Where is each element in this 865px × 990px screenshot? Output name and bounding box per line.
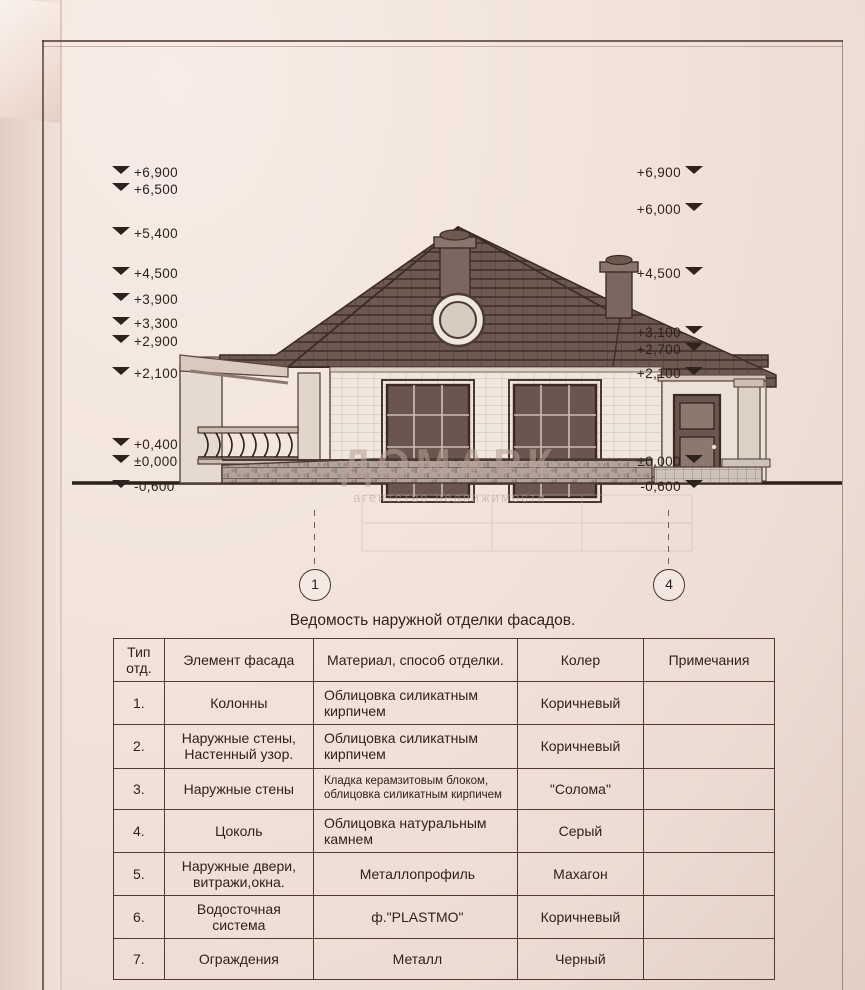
level-arrow-icon — [112, 166, 130, 174]
level-arrow-icon — [112, 317, 130, 325]
drawing-frame-top-secondary — [42, 46, 843, 47]
level-arrow-icon — [685, 326, 703, 334]
table-title: Ведомость наружной отделки фасадов. — [289, 612, 576, 629]
level-arrow-icon — [112, 367, 130, 375]
cell-note — [644, 682, 775, 725]
axis-mark-4: 4 — [653, 569, 685, 601]
cell-note — [644, 852, 775, 895]
level-value: -0,600 — [640, 479, 681, 494]
level-value: +5,400 — [134, 226, 179, 241]
paper-curl — [0, 0, 60, 123]
level-value: ±0,000 — [134, 454, 178, 469]
facade-elevation-drawing — [62, 55, 852, 600]
level-value: +6,900 — [134, 165, 179, 180]
cell-element: Наружные двери, витражи,окна. — [164, 852, 313, 895]
level-value: +2,100 — [134, 366, 179, 381]
cell-type: 6. — [114, 895, 165, 938]
cell-type: 1. — [114, 682, 165, 725]
level-arrow-icon — [112, 267, 130, 275]
header-element: Элемент фасада — [164, 639, 313, 682]
level-arrow-icon — [685, 203, 703, 211]
header-note: Примечания — [644, 639, 775, 682]
cell-note — [644, 895, 775, 938]
cell-element: Цоколь — [164, 809, 313, 852]
level-arrow-icon — [112, 227, 130, 235]
level-value: +4,500 — [636, 266, 681, 281]
level-value: +2,100 — [636, 366, 681, 381]
table-row — [114, 939, 775, 980]
level-arrow-icon — [112, 438, 130, 446]
table-row — [114, 895, 775, 938]
cell-material: Облицовка силикатным кирпичем — [313, 682, 517, 725]
cell-color: Черный — [517, 939, 643, 980]
cell-element: Наружные стены, Настенный узор. — [164, 725, 313, 768]
cell-type: 3. — [114, 768, 165, 809]
level-value: +0,400 — [134, 437, 179, 452]
level-arrow-icon — [685, 343, 703, 351]
table-row — [114, 852, 775, 895]
cell-note — [644, 768, 775, 809]
level-arrow-icon — [685, 480, 703, 488]
cell-color: Махагон — [517, 852, 643, 895]
level-arrow-icon — [112, 480, 130, 488]
axis-leader-line-4 — [668, 510, 669, 568]
cell-note — [644, 809, 775, 852]
level-value: +6,900 — [636, 165, 681, 180]
level-value: +2,900 — [134, 334, 179, 349]
watermark-title: ДОМАРК — [341, 440, 559, 487]
level-arrow-icon — [112, 335, 130, 343]
cell-color: Коричневый — [517, 682, 643, 725]
axis-mark-1: 1 — [299, 569, 331, 601]
level-value: +3,300 — [134, 316, 179, 331]
cell-material: Металлопрофиль — [313, 852, 517, 895]
cell-material: Кладка керамзитовым блоком, облицовка силикатным кирпичем — [313, 768, 517, 809]
cell-element: Колонны — [164, 682, 313, 725]
level-arrow-icon — [685, 267, 703, 275]
cell-element: Водосточная система — [164, 895, 313, 938]
cell-type: 4. — [114, 809, 165, 852]
facade-finishes-table — [113, 638, 775, 980]
level-value: +6,000 — [636, 202, 681, 217]
cell-element: Ограждения — [164, 939, 313, 980]
cell-material: Металл — [313, 939, 517, 980]
header-material: Материал, способ отделки. — [313, 639, 517, 682]
level-arrow-icon — [112, 455, 130, 463]
level-arrow-icon — [112, 293, 130, 301]
table-row — [114, 725, 775, 768]
drawing-frame-top — [42, 40, 843, 42]
cell-type: 2. — [114, 725, 165, 768]
cell-color: "Солома" — [517, 768, 643, 809]
table-header-row — [114, 639, 775, 682]
level-value: +3,100 — [636, 325, 681, 340]
cell-color: Коричневый — [517, 725, 643, 768]
axis-leader-line-1 — [314, 510, 315, 568]
level-value: +2,700 — [636, 342, 681, 357]
cell-material: Облицовка силикатным кирпичем — [313, 725, 517, 768]
level-arrow-icon — [685, 166, 703, 174]
cell-color: Коричневый — [517, 895, 643, 938]
level-value: -0,600 — [134, 479, 175, 494]
cell-type: 5. — [114, 852, 165, 895]
header-type: Тип отд. — [114, 639, 165, 682]
table-row — [114, 768, 775, 809]
header-color: Колер — [517, 639, 643, 682]
level-value: +3,900 — [134, 292, 179, 307]
drawing-frame-left — [42, 40, 44, 990]
level-value: ±0,000 — [637, 454, 681, 469]
table-row — [114, 682, 775, 725]
cell-note — [644, 939, 775, 980]
cell-element: Наружные стены — [164, 768, 313, 809]
cell-material: ф."PLASTMO" — [313, 895, 517, 938]
watermark-subtitle: агентство недвижимости — [353, 490, 547, 505]
cell-type: 7. — [114, 939, 165, 980]
level-arrow-icon — [112, 183, 130, 191]
cell-material: Облицовка натуральным камнем — [313, 809, 517, 852]
level-value: +6,500 — [134, 182, 179, 197]
level-arrow-icon — [685, 455, 703, 463]
table-row — [114, 809, 775, 852]
paper-left-edge — [0, 0, 62, 990]
cell-note — [644, 725, 775, 768]
level-value: +4,500 — [134, 266, 179, 281]
cell-color: Серый — [517, 809, 643, 852]
level-arrow-icon — [685, 367, 703, 375]
